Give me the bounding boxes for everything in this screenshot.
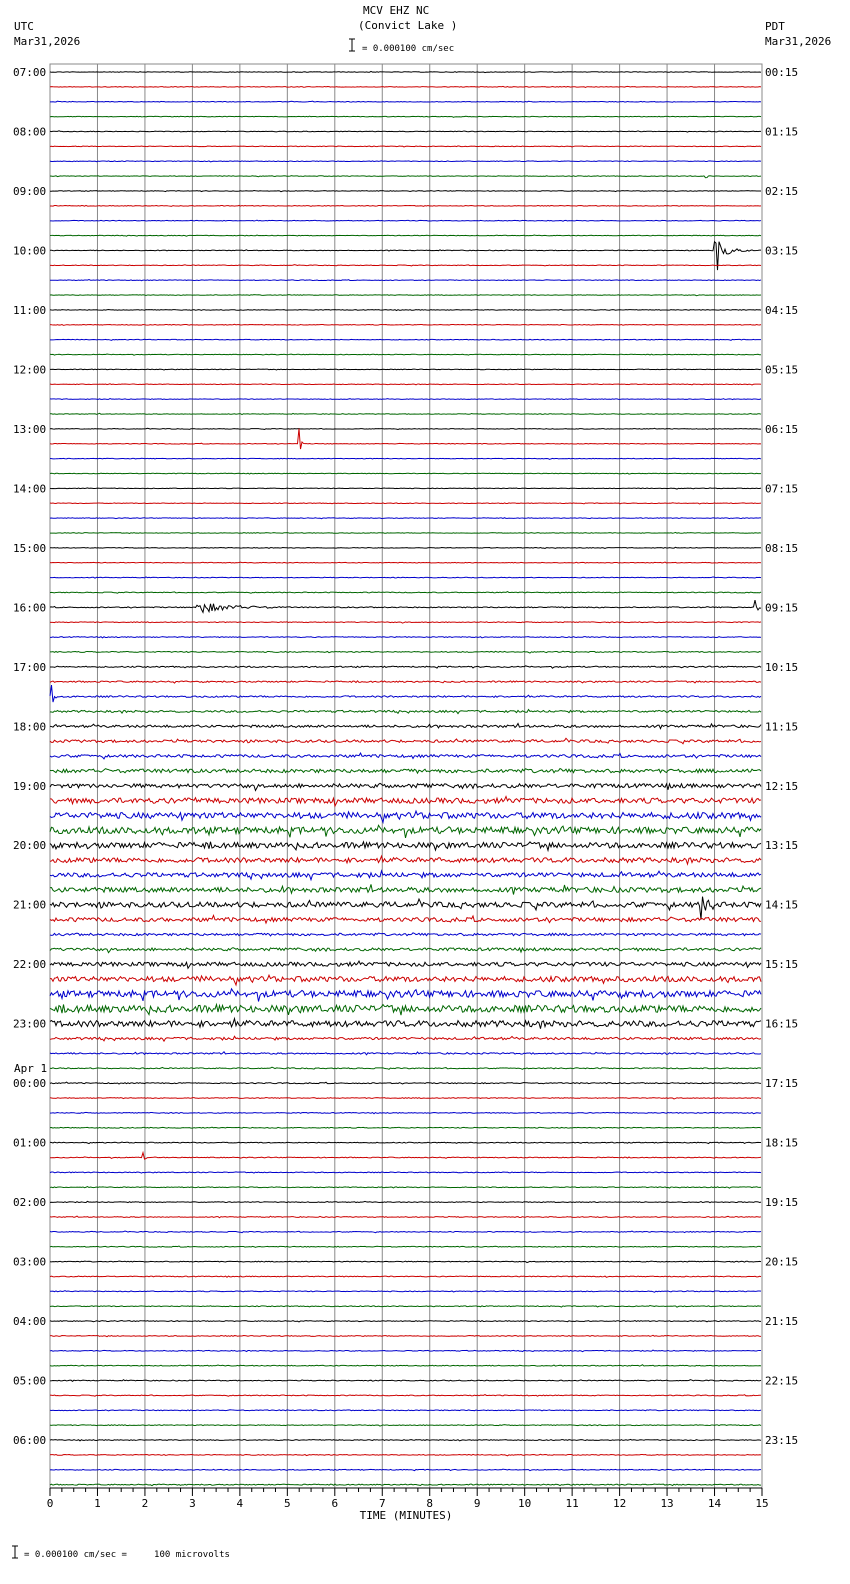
x-tick-label: 5 — [284, 1497, 291, 1510]
utc-hour-label: 17:00 — [13, 660, 47, 674]
pdt-time-label: 02:15 — [765, 184, 799, 198]
seismogram-trace — [50, 1172, 761, 1173]
seismogram-trace — [50, 547, 761, 548]
seismogram-trace — [50, 1019, 761, 1029]
seismogram-trace — [50, 1306, 761, 1308]
seismogram-trace — [50, 915, 761, 923]
seismogram-trace — [50, 948, 761, 953]
utc-hour-label: 03:00 — [13, 1255, 47, 1269]
seismogram-trace — [50, 622, 761, 623]
x-tick-label: 1 — [94, 1497, 101, 1510]
seismogram-trace — [50, 428, 761, 429]
utc-hour-label: 02:00 — [13, 1196, 47, 1210]
seismogram-trace — [50, 811, 761, 822]
pdt-time-label: 04:15 — [765, 303, 799, 317]
pdt-time-label: 19:15 — [765, 1196, 799, 1210]
seismogram-trace — [50, 710, 761, 714]
seismogram-trace — [50, 1112, 761, 1113]
seismogram-trace — [50, 1335, 761, 1336]
plot-frame — [50, 64, 762, 1488]
seismogram-trace — [50, 724, 761, 729]
seismogram-trace — [50, 503, 761, 504]
seismogram-trace — [50, 897, 761, 920]
pdt-time-label: 15:15 — [765, 958, 799, 972]
seismogram-trace — [50, 101, 761, 102]
seismogram-trace — [50, 1395, 761, 1397]
footer-conversion: = 0.000100 cm/sec = 100 microvolts — [24, 1550, 230, 1560]
seismogram-trace — [50, 1036, 761, 1041]
seismogram-trace — [50, 339, 761, 340]
seismogram-trace — [50, 1231, 761, 1233]
utc-hour-label: 18:00 — [13, 720, 47, 734]
seismogram-trace — [50, 1082, 761, 1084]
seismogram-trace — [50, 1380, 761, 1382]
pdt-time-label: 16:15 — [765, 1017, 799, 1031]
pdt-time-label: 01:15 — [765, 125, 799, 139]
seismogram-trace — [50, 1350, 761, 1352]
seismogram-trace — [50, 116, 761, 117]
seismogram-trace — [50, 518, 761, 519]
pdt-time-label: 22:15 — [765, 1374, 799, 1388]
seismogram-trace — [50, 220, 761, 221]
utc-hour-label: 22:00 — [13, 958, 47, 972]
seismogram-trace — [50, 1216, 761, 1218]
seismogram-trace — [50, 324, 761, 325]
utc-hour-label: 13:00 — [13, 422, 47, 436]
utc-hour-label: 11:00 — [13, 303, 47, 317]
pdt-time-label: 21:15 — [765, 1315, 799, 1329]
seismogram-trace — [50, 1484, 761, 1486]
utc-hour-label: 09:00 — [13, 184, 47, 198]
x-tick-label: 9 — [473, 1497, 481, 1510]
x-tick-label: 0 — [46, 1497, 54, 1510]
x-tick-label: 6 — [331, 1497, 339, 1510]
pdt-time-label: 06:15 — [765, 422, 799, 436]
seismogram-trace — [50, 636, 761, 637]
x-tick-label: 4 — [236, 1497, 244, 1510]
x-axis-label: TIME (MINUTES) — [359, 1509, 453, 1522]
pdt-time-label: 10:15 — [765, 660, 799, 674]
seismogram-trace — [50, 825, 761, 838]
seismogram-trace — [50, 384, 761, 385]
pdt-time-label: 12:15 — [765, 779, 799, 793]
x-tick-label: 8 — [426, 1497, 434, 1510]
pdt-time-label: 14:15 — [765, 898, 799, 912]
seismogram-trace — [50, 1291, 761, 1293]
x-tick-label: 2 — [141, 1497, 149, 1510]
seismogram-trace — [50, 856, 761, 864]
seismogram-trace — [50, 176, 761, 178]
seismogram-trace — [50, 797, 761, 806]
pdt-time-label: 09:15 — [765, 601, 799, 615]
seismogram-trace — [50, 1153, 761, 1159]
pdt-time-label: 11:15 — [765, 720, 799, 734]
seismogram-trace — [50, 884, 761, 894]
scale-text: = 0.000100 cm/sec — [362, 44, 455, 54]
station-title: MCV EHZ NC — [363, 4, 430, 17]
seismogram-trace — [50, 205, 761, 206]
seismogram-trace — [50, 1142, 761, 1144]
seismogram-trace — [50, 738, 761, 743]
seismogram-trace — [50, 989, 761, 1002]
pdt-time-label: 18:15 — [765, 1136, 799, 1150]
left-timezone: UTC — [14, 20, 34, 33]
seismogram-trace — [50, 413, 761, 414]
utc-hour-label: 21:00 — [13, 898, 47, 912]
x-tick-label: 10 — [518, 1497, 532, 1510]
pdt-time-label: 00:15 — [765, 66, 799, 79]
seismogram-trace — [50, 933, 761, 936]
seismogram-trace — [50, 1005, 761, 1016]
seismogram-trace — [50, 473, 761, 474]
seismogram-trace — [50, 310, 761, 311]
x-tick-label: 14 — [707, 1497, 722, 1510]
seismogram-trace — [50, 1365, 761, 1366]
utc-hour-label: 06:00 — [13, 1434, 47, 1448]
seismogram-trace — [50, 280, 761, 281]
pdt-time-label: 13:15 — [765, 839, 799, 853]
utc-hour-label: 04:00 — [13, 1315, 47, 1329]
seismogram-trace — [50, 1469, 761, 1471]
seismogram-trace — [50, 1127, 761, 1128]
pdt-time-label: 03:15 — [765, 244, 799, 258]
utc-hour-label: 00:00 — [13, 1077, 47, 1091]
seismogram-trace — [50, 1425, 761, 1426]
seismogram-trace — [50, 369, 761, 370]
utc-hour-label: 15:00 — [13, 541, 47, 555]
x-tick-label: 3 — [189, 1497, 196, 1510]
seismogram-trace — [50, 1261, 761, 1262]
utc-hour-label: 08:00 — [13, 125, 47, 139]
utc-hour-label: 07:00 — [13, 66, 47, 79]
seismogram-trace — [50, 592, 761, 594]
utc-hour-label: 16:00 — [13, 601, 47, 615]
seismogram-trace — [50, 86, 761, 87]
seismogram-trace — [50, 1201, 761, 1202]
seismogram-trace — [50, 399, 761, 400]
pdt-time-label: 08:15 — [765, 541, 799, 555]
seismogram-trace — [50, 190, 761, 191]
seismogram-trace — [50, 1321, 761, 1322]
right-timezone: PDT — [765, 20, 785, 33]
seismogram-trace — [50, 1410, 761, 1411]
x-tick-label: 12 — [612, 1497, 627, 1510]
utc-hour-label: 14:00 — [13, 482, 47, 496]
pdt-time-label: 23:15 — [765, 1434, 799, 1448]
seismogram-trace — [50, 577, 761, 578]
seismogram-trace — [50, 753, 761, 759]
utc-hour-label: 23:00 — [13, 1017, 47, 1031]
utc-hour-label: 01:00 — [13, 1136, 47, 1150]
seismogram-trace — [50, 429, 761, 449]
utc-hour-label: 20:00 — [13, 839, 47, 853]
seismogram-trace — [50, 131, 761, 132]
station-location: (Convict Lake ) — [358, 19, 458, 32]
seismogram-trace — [50, 532, 761, 533]
seismogram-trace — [50, 685, 761, 702]
seismogram-trace — [50, 488, 761, 489]
utc-hour-label: 12:00 — [13, 363, 47, 377]
seismogram-trace — [50, 1454, 761, 1456]
seismogram-trace — [50, 769, 761, 774]
seismogram-trace — [50, 354, 761, 355]
seismogram-trace — [50, 666, 761, 668]
seismogram-trace — [50, 1276, 761, 1277]
pdt-time-label: 05:15 — [765, 363, 799, 377]
seismogram-trace — [50, 562, 761, 563]
seismogram-trace — [50, 842, 761, 851]
x-tick-label: 11 — [565, 1497, 579, 1510]
seismogram-trace — [50, 1098, 761, 1099]
seismogram-trace — [50, 295, 761, 296]
seismogram-trace — [50, 71, 761, 72]
seismogram-trace — [50, 458, 761, 459]
pdt-time-label: 17:15 — [765, 1077, 799, 1091]
x-tick-label: 13 — [660, 1497, 674, 1510]
utc-hour-label: 05:00 — [13, 1374, 47, 1388]
seismogram-trace — [50, 651, 761, 653]
seismogram-trace — [50, 681, 761, 683]
seismogram-trace — [50, 871, 761, 880]
seismogram-trace — [50, 1052, 761, 1055]
left-date: Mar31,2026 — [14, 35, 81, 48]
x-tick-label: 15 — [755, 1497, 769, 1510]
seismogram-trace — [50, 975, 761, 985]
seismogram-trace — [50, 235, 761, 236]
pdt-time-label: 20:15 — [765, 1255, 799, 1269]
seismogram-trace — [50, 600, 761, 612]
seismogram-trace — [50, 783, 761, 790]
seismogram-trace — [50, 1187, 761, 1189]
date-change-label: Apr 1 — [14, 1062, 48, 1076]
x-tick-label: 7 — [378, 1497, 386, 1510]
seismogram-trace — [50, 242, 761, 270]
seismogram-trace — [50, 1067, 761, 1069]
seismogram-trace — [50, 1246, 761, 1247]
utc-hour-label: 10:00 — [13, 244, 47, 258]
seismogram-trace — [50, 961, 761, 968]
right-date: Mar31,2026 — [765, 35, 832, 48]
seismogram-trace — [50, 265, 761, 266]
seismogram-trace — [50, 1439, 761, 1440]
seismogram-trace — [50, 161, 761, 162]
utc-hour-label: 19:00 — [13, 779, 47, 793]
seismogram-trace — [50, 146, 761, 147]
pdt-time-label: 07:15 — [765, 482, 799, 496]
